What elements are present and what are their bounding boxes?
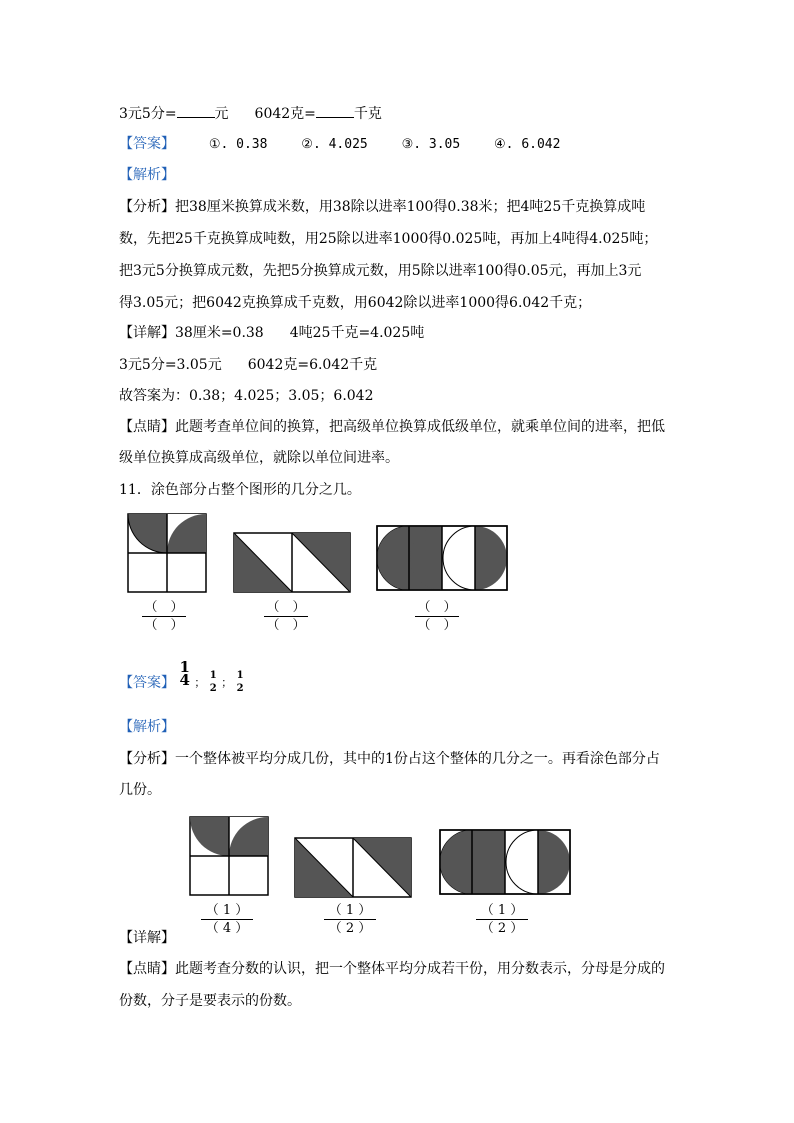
dianjing2-line-1	[119, 959, 665, 979]
figure-rect-triangles	[233, 532, 351, 593]
xiangjie2-label: 【详解】	[119, 930, 175, 946]
xiangjie1-b: 4吨25千克=4.025吨	[289, 325, 425, 341]
blank-num: （ ）	[266, 600, 306, 615]
fenxi1-line-3: 把3元5分换算成元数，先把5分换算成元数，用5除以进率100得0.05元，再加上3元	[119, 263, 642, 279]
answer2-fraction	[179, 658, 190, 689]
frac-den: 2	[209, 683, 217, 694]
q10-blank-4	[316, 103, 354, 118]
fenxi1-line-4: 得3.05元；把6042克换算成千克数，用6042除以进率1000得6.042千克；	[119, 295, 592, 311]
figure-rect-triangles-solution	[294, 837, 412, 898]
frac-den: 2	[236, 683, 244, 694]
filled-num: （ 1 ）	[205, 903, 249, 918]
xiangjie1-line-1	[119, 323, 424, 343]
q10-part4-unit: 千克	[353, 106, 382, 122]
fenxi1-line-1	[119, 197, 645, 217]
fenxi1-tag: 【分析】	[119, 199, 175, 215]
dianjing1-line-1	[119, 417, 665, 437]
filled-num: （ 1 ）	[480, 903, 524, 918]
fenxi2-line-2: 几份。	[119, 782, 161, 798]
filled-den: （ 4 ）	[205, 921, 249, 936]
xiangjie1-tag: 【详解】	[119, 325, 175, 341]
dianjing2-text: 此题考查分数的认识，把一个整体平均分成若干份，用分数表示，分母是分成的	[175, 961, 665, 977]
dianjing1-text: 此题考查单位间的换算，把高级单位换算成低级单位，就乘单位间的进率，把低	[175, 419, 665, 435]
answer2-fraction	[210, 669, 217, 695]
q10-part4-prefix: 6042克=	[254, 106, 316, 122]
answer-item	[402, 137, 461, 152]
blank-den: （ ）	[417, 618, 457, 633]
filled-fraction-2	[324, 903, 376, 936]
q10-part3-unit: 元	[214, 106, 229, 122]
answer-item	[209, 137, 268, 152]
q10-tail-line	[119, 103, 382, 124]
frac-num: 1	[209, 670, 217, 681]
dianjing1-line-2: 级单位换算成高级单位，就除以单位间进率。	[119, 450, 399, 466]
answer-item	[301, 137, 367, 152]
filled-num: （ 1 ）	[328, 903, 372, 918]
answer2-line	[119, 658, 244, 703]
answer-mark: ②	[301, 137, 313, 152]
answer-mark: ①	[208, 137, 221, 152]
fenxi2-text: 一个整体被平均分成几份，其中的1份占这个整体的几分之一。再看涂色部分占	[175, 751, 660, 767]
jiexi-label: 【解析】	[119, 167, 175, 183]
figure-square-quarter	[127, 513, 207, 593]
frac-num: 1	[179, 658, 190, 676]
filled-fraction-3	[476, 903, 528, 936]
answer-mark: ③	[401, 137, 414, 152]
figure-semicircles	[376, 525, 508, 591]
xiangjie1-a: 38厘米=0.38	[175, 325, 264, 341]
answer2-fraction	[237, 669, 244, 695]
fenxi2-tag: 【分析】	[119, 751, 175, 767]
xiangjie1-c: 3元5分=3.05元	[119, 357, 222, 373]
frac-den: 4	[179, 671, 190, 689]
xiangjie1-line-2	[119, 355, 377, 375]
blank-fraction-2	[264, 600, 308, 633]
answer-item	[494, 137, 560, 152]
answer-tag: 【答案】	[119, 136, 175, 152]
answer2-tag: 【答案】	[119, 675, 175, 691]
xiangjie1-d: 6042克=6.042千克	[247, 357, 378, 373]
blank-fraction-1	[142, 600, 186, 633]
dianjing1-tag: 【点睛】	[119, 419, 175, 435]
answer-mark: ④	[494, 137, 506, 152]
fenxi1-line-2: 数，先把25千克换算成吨数，用25除以进率1000得0.025吨，再加上4吨得4.025吨；	[119, 231, 658, 247]
answer-value: . 6.042	[505, 137, 561, 152]
dianjing2-tag: 【点睛】	[119, 961, 175, 977]
dianjing2-line-2: 份数，分子是要表示的份数。	[119, 993, 301, 1009]
filled-fraction-1	[201, 903, 253, 936]
answer2-sep: ；	[221, 676, 233, 689]
figure-semicircles-solution	[439, 829, 571, 895]
q11-stem: 11．涂色部分占整个图形的几分之几。	[119, 482, 361, 498]
blank-num: （ ）	[144, 600, 184, 615]
filled-den: （ 2 ）	[328, 921, 372, 936]
jiexi2-label: 【解析】	[119, 719, 175, 735]
answer2-sep: ；	[194, 676, 206, 689]
blank-den: （ ）	[266, 618, 306, 633]
answer-value: . 0.38	[220, 137, 268, 152]
answer-value: . 4.025	[312, 137, 368, 152]
filled-den: （ 2 ）	[480, 921, 524, 936]
answer-line	[119, 134, 560, 155]
q10-part3-prefix: 3元5分=	[119, 106, 177, 122]
blank-den: （ ）	[144, 618, 184, 633]
fenxi2-line-1	[119, 749, 660, 769]
fenxi1-text: 把38厘米换算成米数，用38除以进率100得0.38米；把4吨25千克换算成吨	[175, 199, 646, 215]
q10-blank-3	[177, 103, 215, 118]
xiangjie1-line-3: 故答案为：0.38；4.025；3.05；6.042	[119, 388, 374, 404]
blank-fraction-3	[415, 600, 459, 633]
blank-num: （ ）	[417, 600, 457, 615]
answer-value: . 3.05	[413, 137, 461, 152]
figure-square-quarter-solution	[189, 816, 269, 896]
frac-num: 1	[236, 670, 244, 681]
